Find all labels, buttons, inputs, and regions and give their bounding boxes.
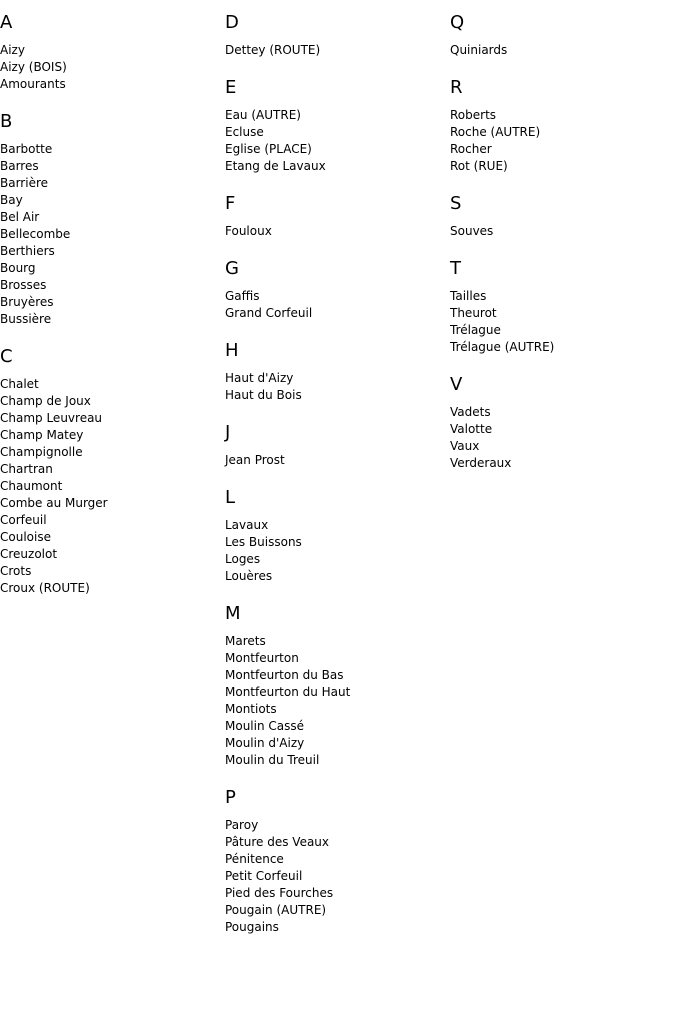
place-name[interactable]: Montiots: [225, 702, 277, 716]
index-column-1: [0, 0, 225, 597]
section-letter-heading: A: [0, 12, 13, 33]
letter-group: [0, 346, 225, 597]
place-name[interactable]: Barbotte: [0, 142, 53, 156]
section-letter-heading: F: [225, 193, 236, 214]
place-name[interactable]: Fouloux: [225, 224, 272, 238]
place-name[interactable]: Corfeuil: [0, 513, 47, 527]
place-name[interactable]: Aizy (BOIS): [0, 60, 67, 74]
place-name[interactable]: Rot (RUE): [450, 159, 508, 173]
section-letter-heading: H: [225, 340, 239, 361]
place-name-list: [0, 141, 225, 328]
letter-group: [0, 111, 225, 328]
place-name[interactable]: Theurot: [450, 306, 497, 320]
place-name-list: [225, 107, 450, 175]
section-letter-heading: P: [225, 787, 236, 808]
place-name[interactable]: Champ de Joux: [0, 394, 91, 408]
place-name[interactable]: Valotte: [450, 422, 493, 436]
place-name[interactable]: Couloise: [0, 530, 51, 544]
place-name[interactable]: Chartran: [0, 462, 53, 476]
place-name-list: [225, 42, 450, 59]
place-name-list: [225, 517, 450, 585]
place-name[interactable]: Montfeurton du Haut: [225, 685, 351, 699]
place-name[interactable]: Les Buissons: [225, 535, 302, 549]
place-name-list: [225, 633, 450, 769]
section-letter-heading: G: [225, 258, 239, 279]
place-name[interactable]: Etang de Lavaux: [225, 159, 326, 173]
place-name[interactable]: Tailles: [450, 289, 487, 303]
place-name[interactable]: Bruyères: [0, 295, 54, 309]
place-name[interactable]: Bellecombe: [0, 227, 71, 241]
place-name[interactable]: Vaux: [450, 439, 480, 453]
place-name[interactable]: Brosses: [0, 278, 47, 292]
place-name[interactable]: Creuzolot: [0, 547, 58, 561]
place-name[interactable]: Haut d'Aizy: [225, 371, 294, 385]
place-name[interactable]: Croux (ROUTE): [0, 581, 90, 595]
place-name[interactable]: Pénitence: [225, 852, 284, 866]
place-name[interactable]: Pâture des Veaux: [225, 835, 330, 849]
place-name[interactable]: Moulin Cassé: [225, 719, 305, 733]
place-name-list: [225, 817, 450, 936]
place-name[interactable]: Ecluse: [225, 125, 264, 139]
place-name[interactable]: Eglise (PLACE): [225, 142, 312, 156]
place-name[interactable]: Chalet: [0, 377, 39, 391]
place-name[interactable]: Vadets: [450, 405, 491, 419]
place-name[interactable]: Verderaux: [450, 456, 512, 470]
place-name-list: [0, 42, 225, 93]
place-name[interactable]: Bay: [0, 193, 23, 207]
place-name-list: [450, 42, 675, 59]
place-name-list: [225, 370, 450, 404]
letter-group: [225, 603, 450, 769]
letter-group: [225, 77, 450, 175]
place-name[interactable]: Pougains: [225, 920, 279, 934]
place-name[interactable]: Rocher: [450, 142, 492, 156]
place-name[interactable]: Marets: [225, 634, 266, 648]
section-letter-heading: L: [225, 487, 236, 508]
letter-group: [225, 12, 450, 59]
letter-group: [225, 340, 450, 404]
place-name[interactable]: Souves: [450, 224, 494, 238]
place-name[interactable]: Montfeurton: [225, 651, 299, 665]
section-letter-heading: V: [450, 374, 463, 395]
place-name[interactable]: Trélague: [450, 323, 501, 337]
place-name[interactable]: Combe au Murger: [0, 496, 108, 510]
place-name-list: [450, 288, 675, 356]
place-name[interactable]: Crots: [0, 564, 32, 578]
index-column-2: [225, 0, 450, 936]
place-name[interactable]: Moulin d'Aizy: [225, 736, 305, 750]
place-name[interactable]: Moulin du Treuil: [225, 753, 320, 767]
place-name[interactable]: Grand Corfeuil: [225, 306, 313, 320]
place-name[interactable]: Champignolle: [0, 445, 83, 459]
letter-group: [450, 374, 675, 472]
place-name[interactable]: Lavaux: [225, 518, 269, 532]
place-name[interactable]: Barrière: [0, 176, 49, 190]
letter-group: [450, 193, 675, 240]
section-letter-heading: E: [225, 77, 237, 98]
place-name[interactable]: Chaumont: [0, 479, 63, 493]
letter-group: [0, 12, 225, 93]
section-letter-heading: T: [450, 258, 461, 279]
place-name-list: [225, 223, 450, 240]
place-name[interactable]: Champ Leuvreau: [0, 411, 103, 425]
section-letter-heading: R: [450, 77, 463, 98]
place-name-list: [225, 288, 450, 322]
place-name[interactable]: Berthiers: [0, 244, 55, 258]
place-name[interactable]: Louères: [225, 569, 273, 583]
letter-group: [225, 193, 450, 240]
letter-group: [225, 787, 450, 936]
letter-group: [225, 422, 450, 469]
place-name[interactable]: Haut du Bois: [225, 388, 302, 402]
place-name[interactable]: Quiniards: [450, 43, 508, 57]
letter-group: [450, 77, 675, 175]
place-name[interactable]: Paroy: [225, 818, 259, 832]
place-name[interactable]: Petit Corfeuil: [225, 869, 303, 883]
place-name[interactable]: Trélague (AUTRE): [450, 340, 555, 354]
place-name-list: [450, 404, 675, 472]
place-name[interactable]: Aizy: [0, 43, 25, 57]
place-name-list: [225, 452, 450, 469]
letter-group: [450, 12, 675, 59]
place-name[interactable]: Amourants: [0, 77, 66, 91]
place-name[interactable]: Eau (AUTRE): [225, 108, 301, 122]
place-name[interactable]: Montfeurton du Bas: [225, 668, 344, 682]
section-letter-heading: B: [0, 111, 13, 132]
place-name[interactable]: Pied des Fourches: [225, 886, 334, 900]
place-name[interactable]: Bel Air: [0, 210, 40, 224]
place-name[interactable]: Barres: [0, 159, 39, 173]
place-name[interactable]: Champ Matey: [0, 428, 84, 442]
section-letter-heading: Q: [450, 12, 465, 33]
place-name-list: [0, 376, 225, 597]
section-letter-heading: D: [225, 12, 239, 33]
place-name-list: [450, 107, 675, 175]
section-letter-heading: J: [225, 422, 231, 443]
letter-group: [450, 258, 675, 356]
place-name[interactable]: Pougain (AUTRE): [225, 903, 327, 917]
letter-group: [225, 258, 450, 322]
place-name[interactable]: Bourg: [0, 261, 36, 275]
place-name[interactable]: Gaffis: [225, 289, 260, 303]
section-letter-heading: M: [225, 603, 241, 624]
place-name[interactable]: Roche (AUTRE): [450, 125, 541, 139]
letter-group: [225, 487, 450, 585]
place-name[interactable]: Roberts: [450, 108, 497, 122]
place-name-list: [450, 223, 675, 240]
place-name[interactable]: Jean Prost: [225, 453, 285, 467]
section-letter-heading: C: [0, 346, 13, 367]
place-name[interactable]: Loges: [225, 552, 261, 566]
index-column-3: [450, 0, 675, 472]
section-letter-heading: S: [450, 193, 462, 214]
place-name[interactable]: Bussière: [0, 312, 52, 326]
place-name[interactable]: Dettey (ROUTE): [225, 43, 321, 57]
